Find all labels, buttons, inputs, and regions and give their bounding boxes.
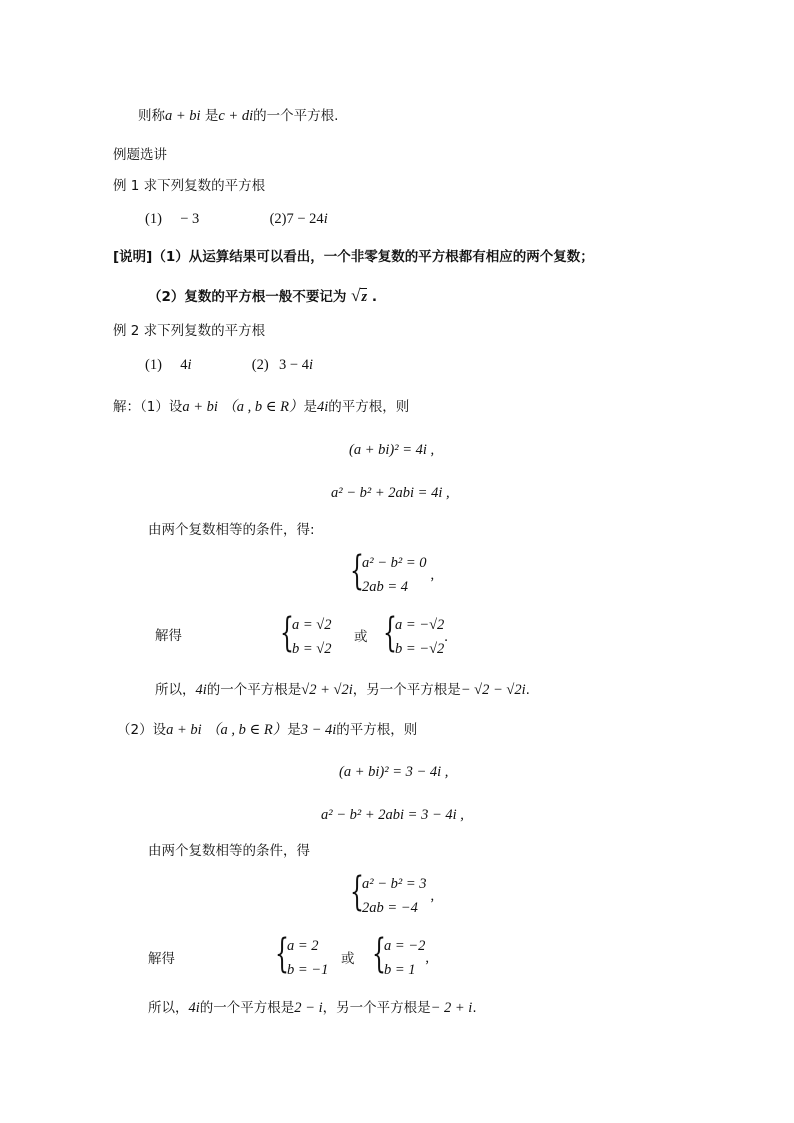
math: a + bi xyxy=(166,722,202,738)
sqrt-symbol: √ xyxy=(351,286,361,305)
math: z xyxy=(361,289,368,305)
math: − 3 xyxy=(180,211,200,227)
math: 4i xyxy=(188,1000,200,1016)
math: a² − b² = 3 xyxy=(362,876,427,892)
solution-system xyxy=(372,931,429,980)
math: i xyxy=(308,357,313,373)
text: ，另一个平方根是 xyxy=(352,682,461,698)
solution-system xyxy=(280,610,332,659)
text: 的一个平方根是 xyxy=(206,682,302,698)
solve-label: 解得 xyxy=(155,628,182,644)
math: c + di xyxy=(218,108,254,124)
brace: { xyxy=(383,610,397,656)
text: 是 xyxy=(303,399,317,415)
label: (1) xyxy=(145,211,162,227)
example-1-problems xyxy=(145,210,328,228)
math: a + bi xyxy=(182,399,218,415)
math: 4i xyxy=(195,682,207,698)
math: b = −√2 xyxy=(395,641,445,657)
math: a² − b² = 0 xyxy=(362,555,427,571)
equation-system xyxy=(350,869,435,918)
or-text: 或 xyxy=(341,951,355,967)
brace: { xyxy=(350,869,364,915)
solution-system xyxy=(275,931,329,980)
or-text: 或 xyxy=(354,629,368,645)
equation: (a + bi)² = 3 − 4i , xyxy=(339,764,449,780)
note-line-1: [说明]（1）从运算结果可以看出，一个非零复数的平方根都有相应的两个复数； xyxy=(113,249,594,265)
solution-system xyxy=(383,610,448,659)
text: 的平方根，则 xyxy=(336,722,418,738)
text: 所以， xyxy=(155,682,196,698)
section-title: 例题选讲 xyxy=(113,147,167,163)
equation: a² − b² + 2abi = 4i , xyxy=(331,485,450,501)
math: 4 xyxy=(180,357,188,373)
text: . xyxy=(371,289,377,305)
math: a = √2 xyxy=(292,617,332,633)
math: 4i xyxy=(316,399,329,415)
math: − √2 − √2i xyxy=(460,682,526,698)
equation: (a + bi)² = 4i , xyxy=(349,442,435,458)
math: a = −2 xyxy=(384,938,426,954)
solution-2-intro xyxy=(117,721,417,739)
text: 的平方根，则 xyxy=(328,399,410,415)
label: (2) xyxy=(269,211,287,227)
text: 是 xyxy=(200,108,219,124)
math: 3 − 4 xyxy=(279,357,309,373)
text: （2）设 xyxy=(117,722,167,738)
brace: { xyxy=(350,548,364,594)
condition-text: 由两个复数相等的条件，得 xyxy=(148,843,310,859)
solution-2-result xyxy=(148,999,477,1017)
solution-1-result xyxy=(155,681,530,699)
text: 是 xyxy=(287,722,301,738)
note-line-2 xyxy=(148,287,377,306)
math: − 2 + i xyxy=(430,1000,473,1016)
solution-1-intro xyxy=(113,398,409,416)
math: （a , b ∈ R） xyxy=(205,722,288,738)
math: 3 − 4i xyxy=(300,722,337,738)
math: a = 2 xyxy=(287,938,319,954)
math: i xyxy=(323,211,328,227)
math: 2ab = 4 xyxy=(362,579,409,595)
text: ，另一个平方根是 xyxy=(322,1000,431,1016)
math: 2ab = −4 xyxy=(362,900,418,916)
text: . xyxy=(525,682,530,698)
math: , xyxy=(430,887,435,904)
math: a = −√2 xyxy=(395,617,445,633)
math: b = −1 xyxy=(287,962,329,978)
solve-label: 解得 xyxy=(148,951,175,967)
text: 解：（1）设 xyxy=(113,399,183,415)
brace: { xyxy=(280,610,294,656)
example-2-title: 例 2 求下列复数的平方根 xyxy=(113,323,266,339)
math: 2 − i xyxy=(294,1000,323,1016)
math: b = √2 xyxy=(292,641,332,657)
text: 则称 xyxy=(138,108,165,124)
example-1-title: 例 1 求下列复数的平方根 xyxy=(113,178,266,194)
brace: { xyxy=(372,931,386,977)
equation: a² − b² + 2abi = 3 − 4i , xyxy=(321,807,464,823)
math: b = 1 xyxy=(384,962,416,978)
label: (1) xyxy=(145,357,162,373)
text: 的一个平方根是 xyxy=(199,1000,295,1016)
equation-system xyxy=(350,548,435,597)
definition-line xyxy=(138,107,338,125)
math: 7 − 24 xyxy=(286,211,324,227)
math: （a , b ∈ R） xyxy=(222,399,304,415)
math: , xyxy=(425,949,429,966)
example-2-problems xyxy=(145,356,313,374)
math: √2 + √2i xyxy=(301,682,353,698)
condition-text: 由两个复数相等的条件，得: xyxy=(148,522,315,538)
math: , xyxy=(430,566,435,583)
text: （2）复数的平方根一般不要记为 xyxy=(148,289,347,305)
text: 的一个平方根. xyxy=(253,108,339,124)
label: (2) xyxy=(251,357,269,373)
math: a + bi xyxy=(165,108,201,124)
text: . xyxy=(472,1000,477,1016)
math: i xyxy=(187,357,192,373)
brace: { xyxy=(275,931,289,977)
math: . xyxy=(444,628,448,645)
text: 所以， xyxy=(148,1000,189,1016)
